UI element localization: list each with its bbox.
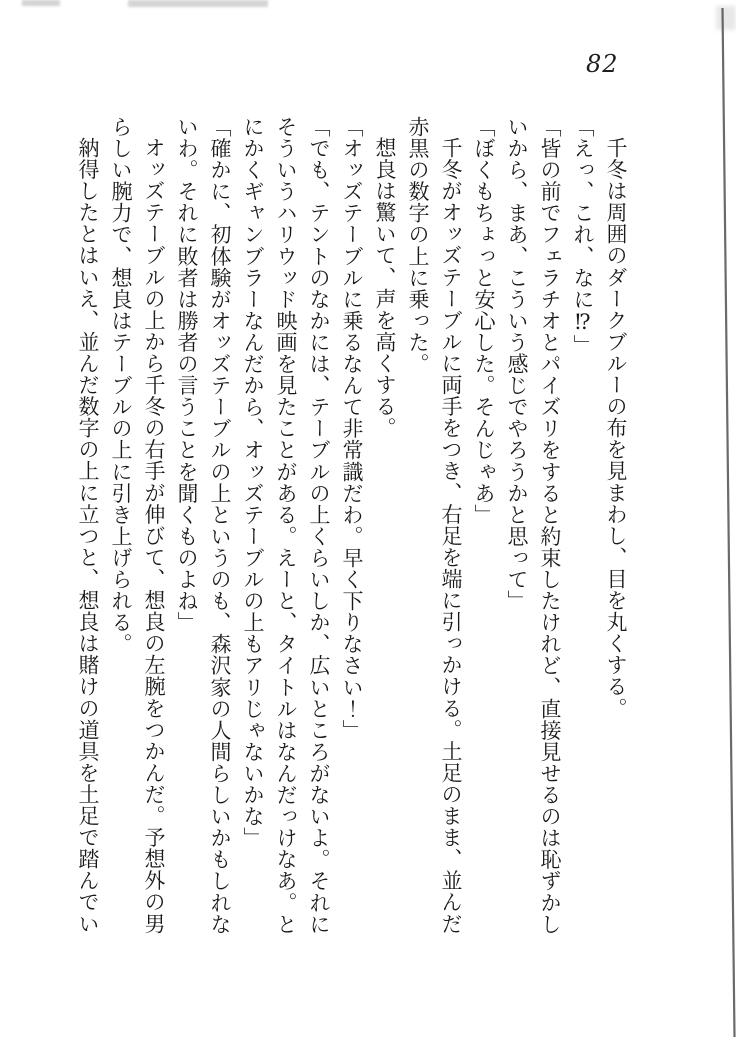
text-column: 「ぼくもちょっと安心した。そんじゃあ」 — [472, 116, 496, 526]
text-column: 赤黒の数字の上に乗った。 — [406, 116, 430, 375]
text-column: 納得したとはいえ、並んだ数字の上に立つと、想良は賭けの道具を土足で踏んでい — [76, 137, 100, 935]
text-column: 「オッズテーブルに乗るなんて非常識だわ。早く下りなさい！」 — [340, 116, 364, 741]
text-column: いから、まあ、こういう感じでやろうかと思って」 — [505, 116, 529, 612]
text-column: 「確かに、初体験がオッズテーブルの上というのも、森沢家の人間らしいかもしれな — [208, 116, 232, 935]
text-column: オッズテーブルの上から千冬の右手が伸びて、想良の左腕をつかんだ。予想外の男 — [142, 137, 166, 935]
text-column: 「でも、テントのなかには、テーブルの上くらいしか、広いところがないよ。それに — [307, 116, 331, 935]
text-column: 「えっ、これ、なに⁉」 — [571, 116, 595, 357]
text-column: そういうハリウッド映画を見たことがある。えーと、タイトルはなんだっけなあ。と — [274, 116, 298, 935]
page-number: 82 — [586, 50, 619, 78]
text-column: らしい腕力で、想良はテーブルの上に引き上げられる。 — [109, 116, 133, 655]
text-column: 千冬がオッズテーブルに両手をつき、右足を端に引っかける。土足のまま、並んだ — [439, 137, 463, 935]
text-column: いわ。それに敗者は勝者の言うことを聞くものよね」 — [175, 116, 199, 634]
text-column: 千冬は周囲のダークブルーの布を見まわし、目を丸くする。 — [604, 137, 628, 719]
text-column: 想良は驚いて、声を高くする。 — [373, 137, 397, 439]
text-column: にかくギャンブラーなんだから、オッズテーブルの上もアリじゃないかな」 — [241, 116, 265, 849]
text-column: 「皆の前でフェラチオとパイズリをすると約束したけれど、直接見せるのは恥ずかし — [538, 116, 562, 935]
